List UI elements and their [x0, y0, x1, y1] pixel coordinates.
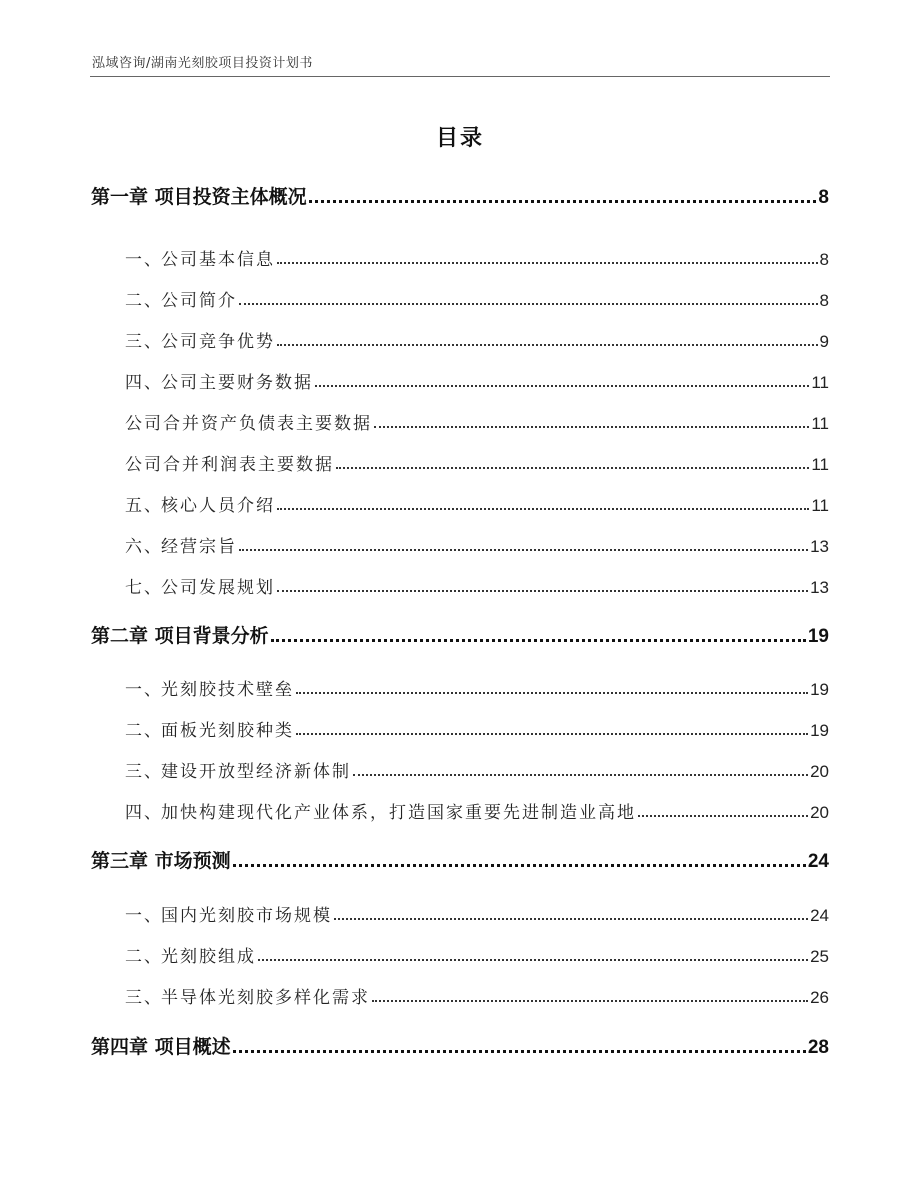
section-title: 公司简介 — [161, 291, 237, 311]
chapter-title: 项目概述 — [154, 1036, 231, 1058]
toc-subsection-balance-sheet[interactable] — [91, 408, 829, 434]
page-number: 11 — [811, 414, 829, 433]
page-number: 11 — [811, 496, 829, 515]
dot-leader — [271, 639, 806, 642]
section-number: 二、 — [125, 291, 163, 311]
section-title: 公司竞争优势 — [161, 332, 275, 352]
section-number: 一、 — [125, 250, 163, 270]
section-title: 公司基本信息 — [161, 250, 275, 270]
dot-leader — [277, 590, 808, 592]
dot-leader — [353, 774, 808, 776]
dot-leader — [309, 200, 817, 203]
section-title: 公司合并资产负债表主要数据 — [125, 414, 372, 434]
dot-leader — [336, 467, 809, 469]
dot-leader — [296, 733, 808, 735]
chapter-title: 市场预测 — [154, 850, 231, 872]
toc-chapter-3[interactable] — [91, 847, 829, 873]
page-number: 20 — [810, 762, 829, 781]
toc-section-1-6[interactable] — [91, 531, 829, 557]
toc-section-3-1[interactable] — [91, 900, 829, 926]
section-title: 经营宗旨 — [161, 537, 237, 557]
dot-leader — [277, 344, 818, 346]
toc-section-1-4[interactable] — [91, 367, 829, 393]
dot-leader — [372, 1000, 808, 1002]
toc-section-3-3[interactable] — [91, 982, 829, 1008]
section-title: 建设开放型经济新体制 — [161, 762, 351, 782]
page-number: 8 — [819, 291, 829, 310]
dot-leader — [239, 303, 818, 305]
page-number: 13 — [810, 537, 829, 556]
toc-chapter-2[interactable] — [91, 622, 829, 648]
toc-chapter-1[interactable] — [91, 183, 829, 209]
section-number: 六、 — [125, 537, 163, 557]
dot-leader — [277, 508, 809, 510]
chapter-title: 项目投资主体概况 — [154, 186, 307, 208]
toc-subsection-income-statement[interactable] — [91, 449, 829, 475]
page-number: 19 — [807, 626, 829, 647]
toc-section-1-1[interactable] — [91, 244, 829, 270]
page-number: 11 — [811, 373, 829, 392]
chapter-number: 第一章 — [91, 186, 149, 208]
page-number: 24 — [810, 906, 829, 925]
dot-leader — [296, 692, 808, 694]
section-title: 公司合并利润表主要数据 — [125, 455, 334, 475]
toc-section-3-2[interactable] — [91, 941, 829, 967]
dot-leader — [239, 549, 808, 551]
section-title: 光刻胶组成 — [161, 947, 256, 967]
section-title: 国内光刻胶市场规模 — [161, 906, 332, 926]
section-number: 二、 — [125, 721, 163, 741]
section-title: 半导体光刻胶多样化需求 — [161, 988, 370, 1008]
section-title: 光刻胶技术壁垒 — [161, 680, 294, 700]
toc-title: 目录 — [435, 126, 484, 151]
section-number: 四、 — [125, 373, 163, 393]
dot-leader — [277, 262, 818, 264]
section-number: 一、 — [125, 680, 163, 700]
dot-leader — [638, 815, 808, 817]
section-number: 三、 — [125, 332, 163, 352]
section-number: 二、 — [125, 947, 163, 967]
section-title: 公司发展规划 — [161, 578, 275, 598]
header-divider — [90, 76, 830, 77]
dot-leader — [374, 426, 809, 428]
chapter-number: 第二章 — [91, 625, 149, 647]
page-number: 28 — [807, 1037, 829, 1058]
dot-leader — [233, 1050, 806, 1053]
page-header: 泓域咨询/湖南光刻胶项目投资计划书 — [92, 56, 313, 71]
section-title: 核心人员介绍 — [161, 496, 275, 516]
section-number: 五、 — [125, 496, 163, 516]
page-number: 9 — [819, 332, 829, 351]
page-number: 20 — [810, 803, 829, 822]
section-title: 面板光刻胶种类 — [161, 721, 294, 741]
page-number: 24 — [807, 851, 829, 872]
dot-leader — [315, 385, 809, 387]
toc-section-2-4[interactable] — [91, 797, 829, 823]
toc-section-2-3[interactable] — [91, 756, 829, 782]
page-number: 13 — [810, 578, 829, 597]
section-number: 三、 — [125, 988, 163, 1008]
section-number: 三、 — [125, 762, 163, 782]
section-title: 公司主要财务数据 — [161, 373, 313, 393]
toc-section-2-1[interactable] — [91, 674, 829, 700]
section-number: 四、 — [125, 803, 163, 823]
toc-section-1-7[interactable] — [91, 572, 829, 598]
section-number: 七、 — [125, 578, 163, 598]
toc-chapter-4[interactable] — [91, 1033, 829, 1059]
toc-section-1-3[interactable] — [91, 326, 829, 352]
page-number: 8 — [819, 250, 829, 269]
toc-section-1-5[interactable] — [91, 490, 829, 516]
page-number: 25 — [810, 947, 829, 966]
chapter-number: 第四章 — [91, 1036, 149, 1058]
page-number: 19 — [810, 680, 829, 699]
section-title: 加快构建现代化产业体系，打造国家重要先进制造业高地 — [161, 803, 636, 823]
dot-leader — [233, 864, 806, 867]
page-number: 26 — [810, 988, 829, 1007]
dot-leader — [258, 959, 808, 961]
page-number: 11 — [811, 455, 829, 474]
page-number: 8 — [818, 187, 829, 208]
toc-section-1-2[interactable] — [91, 285, 829, 311]
chapter-title: 项目背景分析 — [154, 625, 269, 647]
section-number: 一、 — [125, 906, 163, 926]
page-number: 19 — [810, 721, 829, 740]
chapter-number: 第三章 — [91, 850, 149, 872]
dot-leader — [334, 918, 808, 920]
toc-section-2-2[interactable] — [91, 715, 829, 741]
